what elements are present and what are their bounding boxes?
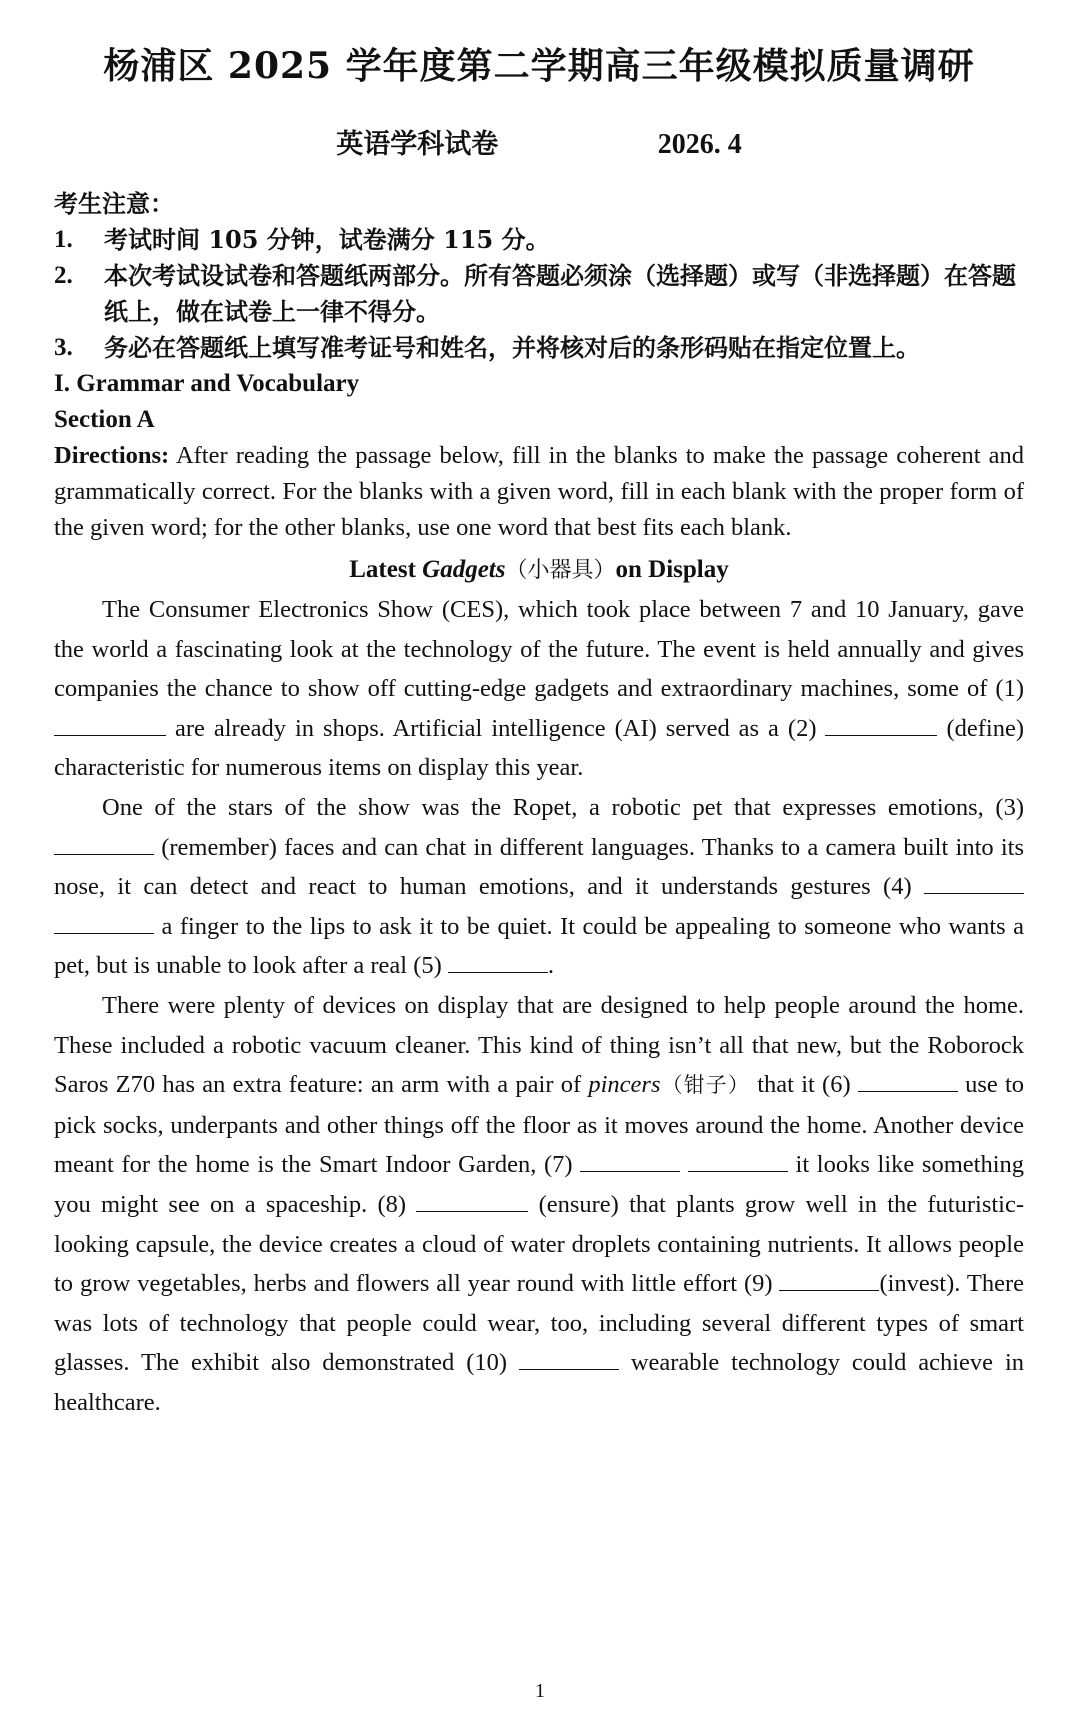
text: The Consumer Electronics Show (CES), which took place between 7 and 10 January, gave the world a fascinating look at the technology of the future. The event is held annually and gives companies the chance to show off cutting-edge gadgets and extraordinary machines, some of (1) — [54, 596, 1024, 703]
directions-text: After reading the passage below, fill in the blanks to make the passage coherent and grammatically correct. For the blanks with a given word, fill in each blank with the proper form of the given word; for the other blanks, use one word that best fits each blank. — [54, 442, 1024, 541]
blank-2[interactable] — [825, 715, 937, 736]
text: . — [547, 952, 555, 980]
blank-8[interactable] — [416, 1191, 528, 1212]
text: (invest). There was lots of technology that people could wear, too, including several different types of smart glasses. The exhibit also demonstrated (10) — [54, 1270, 1024, 1377]
exam-title: 杨浦区 2025 学年度第二学期高三年级模拟质量调研 — [103, 45, 975, 87]
text: (remember) faces and can chat in different languages. Thanks to a camera built into its nose, it can detect and react to human emotions, and it understands gestures (4) — [54, 833, 1025, 901]
exam-date: 2026. 4 — [657, 129, 742, 160]
notice-number: 2. — [54, 262, 73, 289]
notice-title: 考生注意： — [54, 189, 174, 218]
text: (ensure) that plants grow well in the futuristic-looking capsule, the device creates a cloud of water droplets containing nutrients. It allows people to grow vegetables, herbs and flowers all year round with little effort (9) — [54, 1190, 1025, 1298]
notice-item — [54, 258, 1024, 330]
cn-gloss: （钳子） — [660, 1073, 751, 1098]
text: that it (6) — [757, 1071, 851, 1099]
notice-text: 本次考试设试卷和答题纸两部分。所有答题必须涂（选择题）或写（非选择题）在答题纸上，做在试卷上一律不得分。 — [104, 261, 1016, 326]
passage-paragraph-1 — [54, 590, 1024, 788]
directions — [54, 438, 1024, 546]
text: use to pick socks, underpants and other things off the floor as it moves around the home. Another device meant for the home is the Smart Indoor Garden, (7) — [54, 1071, 1025, 1179]
passage-title — [54, 551, 1024, 590]
notice-item — [54, 222, 1024, 258]
blank-4b[interactable] — [54, 913, 154, 934]
notice-number: 3. — [54, 334, 73, 361]
subject-title: 英语学科试卷 — [336, 129, 499, 160]
blank-7a[interactable] — [580, 1151, 680, 1172]
page-number: 1 — [535, 1680, 545, 1702]
title-post: on Display — [615, 556, 729, 583]
passage-paragraph-2 — [54, 788, 1024, 986]
text: (define) characteristic for numerous items on display this year. — [54, 714, 1025, 782]
title-pre: Latest — [349, 556, 416, 583]
blank-9[interactable] — [779, 1270, 879, 1291]
text: There were plenty of devices on display that are designed to help people around the home. These included a robotic vacuum cleaner. This kind of thing isn’t all that new, but the Roborock Saros Z70 has an extra feature: an arm with a pair of — [54, 991, 1024, 1099]
notice-text: 考试时间 105 分钟，试卷满分 115 分。 — [104, 225, 550, 254]
passage-paragraph-3 — [54, 986, 1024, 1423]
blank-10[interactable] — [519, 1349, 619, 1370]
subtitle-row — [54, 122, 1024, 162]
part-heading: I. Grammar and Vocabulary — [54, 370, 360, 397]
blank-1[interactable] — [54, 715, 166, 736]
italic-term: pincers — [588, 1071, 661, 1099]
text: a finger to the lips to ask it to be quiet. It could be appealing to someone who wants a pet, but is unable to look after a real (5) — [54, 912, 1025, 980]
text: One of the stars of the show was the Ropet, a robotic pet that expresses emotions, (3) — [102, 793, 1024, 821]
text: are already in shops. Artificial intelligence (AI) served as a (2) — [174, 714, 817, 742]
blank-7b[interactable] — [688, 1151, 788, 1172]
notice-text: 务必在答题纸上填写准考证号和姓名，并将核对后的条形码贴在指定位置上。 — [104, 333, 920, 362]
notice-item — [54, 330, 1024, 366]
blank-4a[interactable] — [924, 873, 1024, 894]
directions-label: Directions: — [54, 442, 170, 469]
blank-3[interactable] — [54, 834, 154, 855]
blank-5[interactable] — [448, 952, 548, 973]
title-italic: Gadgets — [422, 556, 506, 583]
text: wearable technology could achieve in healthcare. — [54, 1349, 1025, 1416]
notice-number: 1. — [54, 226, 73, 253]
candidate-notice — [54, 186, 1024, 366]
blank-6[interactable] — [858, 1071, 958, 1092]
section-heading: Section A — [54, 406, 155, 433]
text: it looks like something you might see on a spaceship. (8) — [54, 1151, 1025, 1218]
title-cn: （小器具） — [505, 558, 616, 583]
